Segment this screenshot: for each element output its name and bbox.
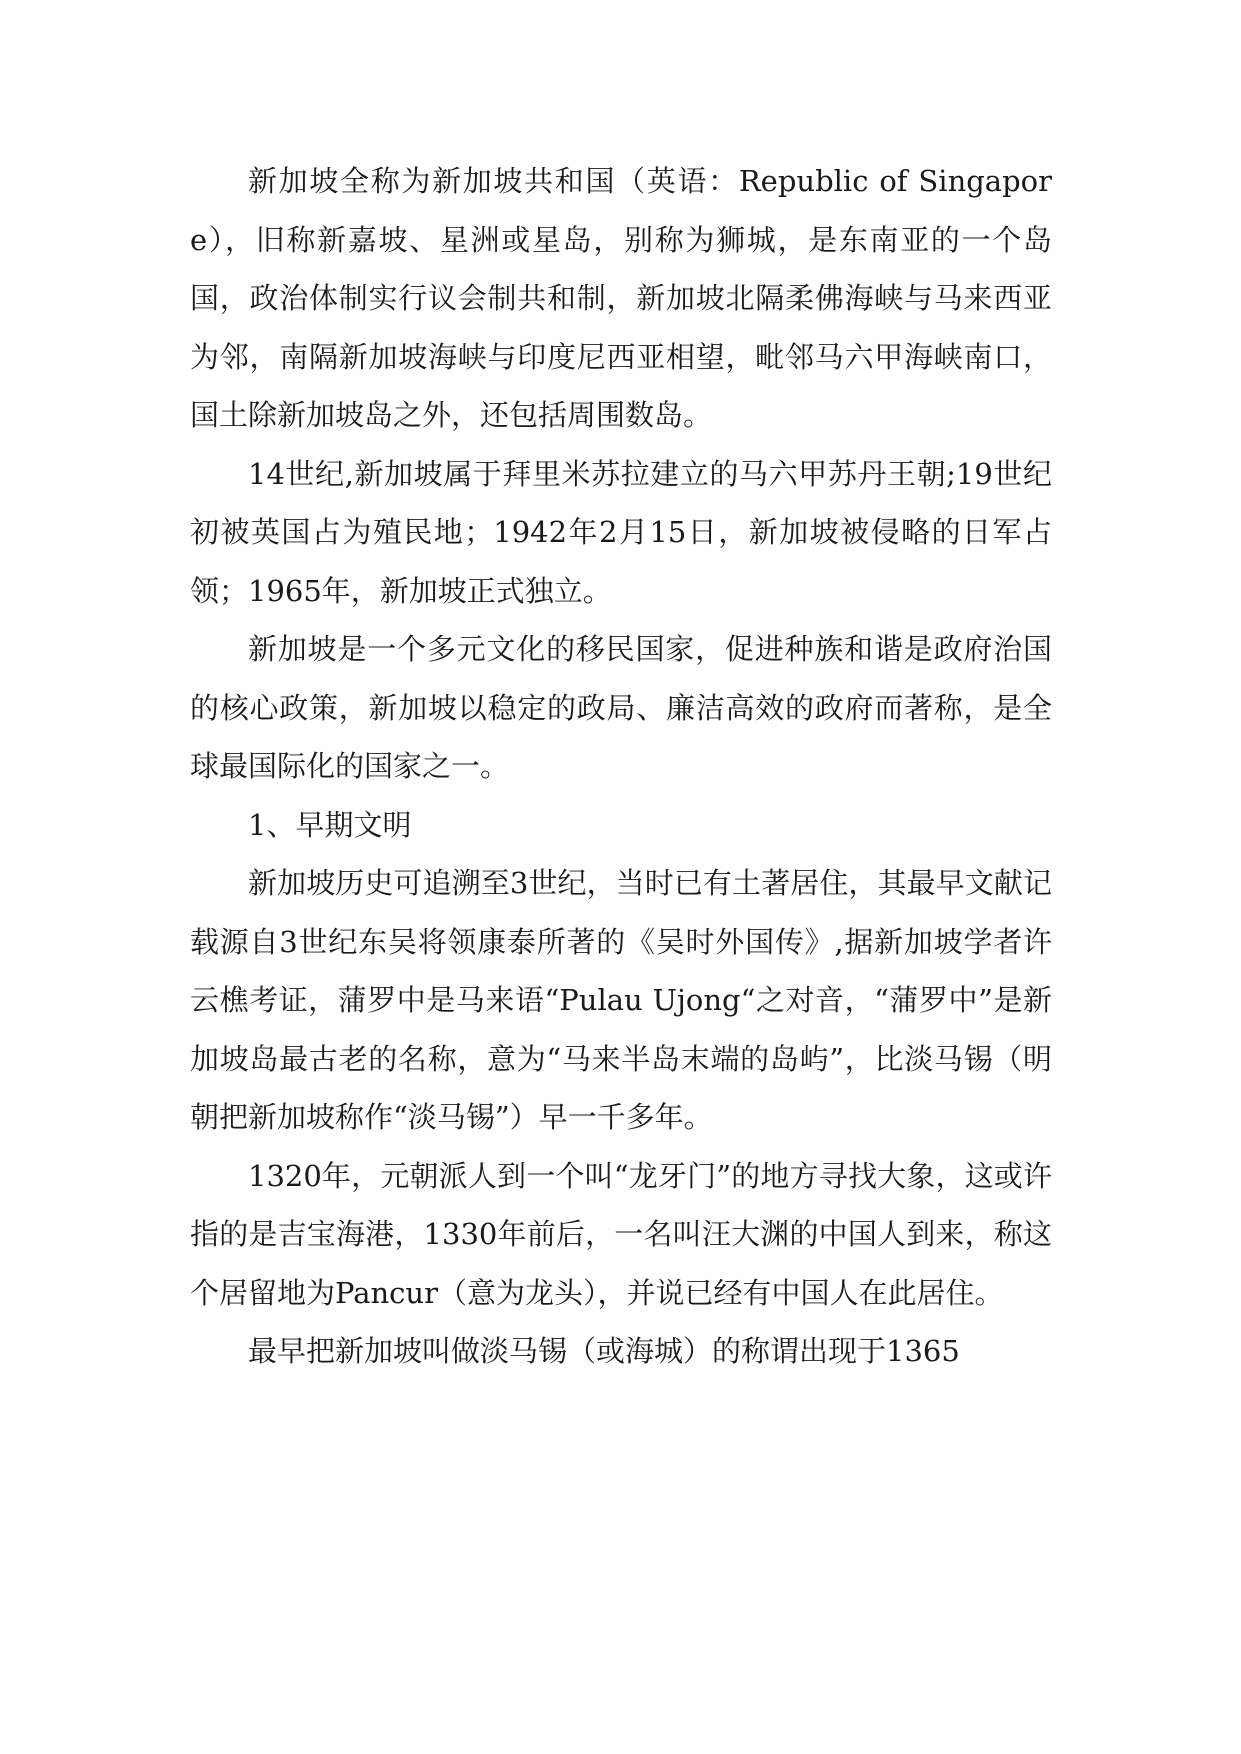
document-body [190,152,1052,1381]
paragraph-intro: 新加坡全称为新加坡共和国（英语：Republic of Singapore），旧称新嘉坡、星洲或星岛，别称为狮城，是东南亚的一个岛国，政治体制实行议会制共和制，新加坡北隔柔佛海峡与马来西亚为邻，南隔新加坡海峡与印度尼西亚相望，毗邻马六甲海峡南口，国土除新加坡岛之外，还包括周围数岛。 [190,164,1052,432]
paragraph-temasek: 最早把新加坡叫做淡马锡（或海城）的称谓出现于1365 [248,1334,960,1368]
paragraph-history-summary: 14世纪,新加坡属于拜里米苏拉建立的马六甲苏丹王朝;19世纪初被英国占为殖民地；1942年2月15日，新加坡被侵略的日军占领；1965年，新加坡正式独立。 [190,456,1052,608]
paragraph-yuan-dynasty: 1320年，元朝派人到一个叫“龙牙门”的地方寻找大象，这或许指的是吉宝海港，1330年前后，一名叫汪大渊的中国人到来，称这个居留地为Pancur（意为龙头），并说已经有中国人在此居住。 [190,1158,1052,1310]
section-heading-early-civilization: 1、早期文明 [248,807,412,842]
paragraph-multicultural: 新加坡是一个多元文化的移民国家，促进种族和谐是政府治国的核心政策，新加坡以稳定的政局、廉洁高效的政府而著称，是全球最国际化的国家之一。 [190,632,1052,783]
paragraph-early-records: 新加坡历史可追溯至3世纪，当时已有土著居住，其最早文献记载源自3世纪东吴将领康泰所著的《吴时外国传》,据新加坡学者许云樵考证，蒲罗中是马来语“Pulau Ujong“之对音，“蒲罗中”是新加坡岛最古老的名称，意为“马来半岛末端的岛屿”，比淡马锡（明朝把新加坡称作“淡马锡”）早一千多年。 [190,866,1052,1134]
